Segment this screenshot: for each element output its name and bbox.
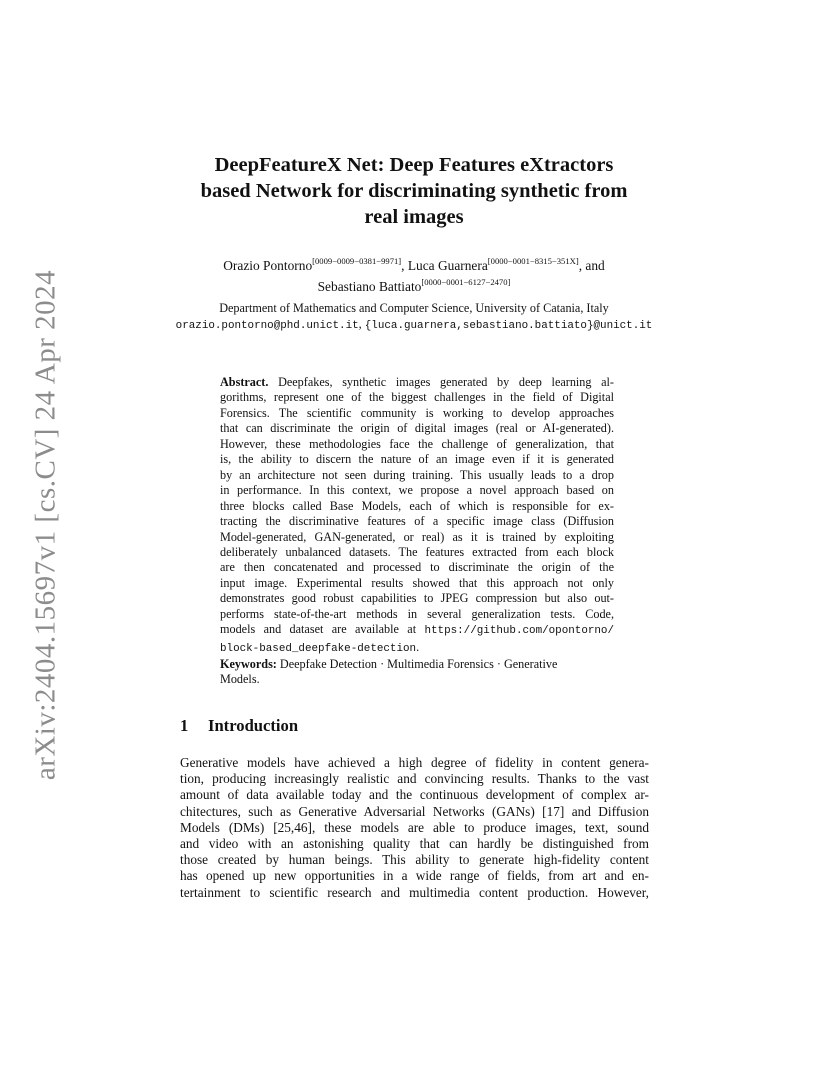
abstract-line: performs state-of-the-art methods in several generalization tests. Code, [220,606,614,621]
author-line [175,274,653,295]
email-address: {luca.guarnera,sebastiano.battiato}@unict.it [364,320,653,332]
abstract-label: Abstract. [220,375,269,389]
abstract-line: However, these methodologies face the challenge of generalization, that [220,436,614,451]
abstract-line: deliberately unbalanced datasets. The features extracted from each block [220,544,614,559]
abstract-line: tracting the discriminative features of a specific image class (Diffusion [220,514,614,529]
keywords-line: Models. [220,672,260,687]
keywords-label: Keywords: [220,657,277,671]
keywords-line [220,657,614,672]
author-list [175,253,653,295]
introduction-paragraph [180,755,649,901]
body-line: tion, producing increasingly realistic and convincing results. Thanks to the vast [180,771,649,787]
abstract [220,375,614,657]
body-line: has opened up new opportunities in a wide range of fields, from art and en- [180,868,649,884]
paper-title [170,152,658,230]
abstract-line: gorithms, represent one of the biggest challenges in the field of Digital [220,390,614,405]
section-number: 1 [180,716,189,735]
body-line: those created by human beings. This ability to generate high-fidelity content [180,852,649,868]
body-line: tertainment to scientific research and multimedia content production. However, [180,884,649,900]
orcid-id: [0000−0001−6127−2470] [421,277,511,287]
title-line: DeepFeatureX Net: Deep Features eXtractors [214,154,614,176]
email-address: orazio.pontorno@phd.unict.it [175,320,359,332]
keywords-text: Deepfake Detection · Multimedia Forensics · Generative [276,657,558,671]
author-separator: , and [578,258,605,273]
department: Department of Mathematics and Computer Science, University of Catania, Italy [219,301,609,315]
body-line: and video with an astonishing quality that can hardly be distinguished from [180,836,649,852]
abstract-line [220,640,614,657]
body-line: Models (DMs) [25,46], these models are able to produce images, text, sound [180,819,649,835]
abstract-line: by an architecture not seen during training. This usually leads to a drop [220,467,614,482]
orcid-id: [0000−0001−8315−351X] [487,256,579,266]
abstract-line: in performance. In this context, we propose a novel approach based on [220,483,614,498]
email-line [150,316,678,334]
title-line: based Network for discriminating synthetic from [200,180,628,202]
abstract-text: Deepfakes, synthetic images generated by deep learning al- [268,375,614,389]
author-name: , Luca Guarnera [401,258,488,273]
section-heading [180,716,298,736]
abstract-line: are then concatenated and processed to discriminate the origin of the [220,560,614,575]
abstract-line [220,375,614,390]
author-line [175,253,653,274]
author-name: Orazio Pontorno [223,258,313,273]
body-line: chitectures, such as Generative Adversarial Networks (GANs) [17] and Diffusion [180,803,649,819]
code-link[interactable]: https://github.com/opontorno/ [424,625,614,638]
arxiv-identifier: arXiv:2404.15697v1 [cs.CV] 24 Apr 2024 [29,269,62,781]
abstract-line: three blocks called Base Models, each of which is responsible for ex- [220,498,614,513]
section-title: Introduction [208,716,299,735]
author-name: Sebastiano Battiato [317,279,422,294]
abstract-text: models and dataset are available at [220,622,425,637]
code-link[interactable]: block-based_deepfake-detection [220,642,417,655]
abstract-line: that can discriminate the origin of digital images (real or AI-generated). [220,421,614,436]
body-line: Generative models have achieved a high degree of fidelity in content genera- [180,755,649,770]
abstract-line: is, the ability to discern the nature of an image even if it is generated [220,452,614,467]
abstract-line: demonstrates good robust capabilities to JPEG compression but also out- [220,591,614,606]
keywords [220,657,614,688]
abstract-text: . [416,639,420,654]
orcid-id: [0009−0009−0381−9971] [312,256,402,266]
title-line: real images [364,206,464,228]
abstract-line: input image. Experimental results showed that this approach not only [220,575,614,590]
abstract-line [220,622,614,639]
email-separator: , [358,317,365,331]
body-line: amount of data available today and the continuous development of complex ar- [180,787,649,803]
abstract-line: Model-generated, GAN-generated, or real) as it is trained by exploiting [220,529,614,544]
abstract-line: Forensics. The scientific community is working to develop approaches [220,405,614,420]
affiliation [150,300,678,334]
